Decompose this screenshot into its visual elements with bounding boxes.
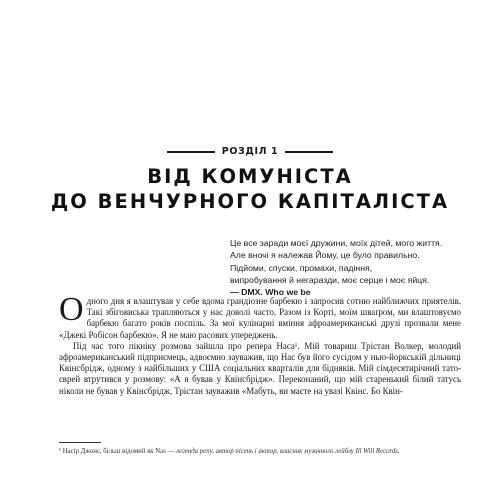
body-paragraph-2: Під час того пікніку розмова зайшла про репера Наса¹. Мій товариш Трістан Волкер, молодий афроамериканський підприємець, адвоємно зауважив, що Нас був його сусідом у нью-йоркській дільниці Квінсбрідж, одному з найбільших у США соціальних кварталів для бідняків. Мій сімдесятирічний тато-єврей втрутився у розмову: «А я бував у Квінсбрідж». Переконаний, що мій старенький білий татусь ніколи не бував у Квінсбрідж, Трістан зауважив «Мабуть, ви маєте на увазі Квінс. Бо Квін- (59, 340, 461, 396)
chapter-title (0, 164, 500, 214)
epigraph-attribution: — DMX. Who we be (230, 287, 311, 298)
footnote (59, 447, 461, 456)
chapter-title-line-2: ДО ВЕНЧУРНОГО КАПІТАЛІСТА (50, 190, 450, 213)
footnote-italic: легенда репу, автор пісень і актор, власник музичного лейблу Ill Will Records. (176, 448, 400, 455)
chapter-title-line-1: ВІД КОМУНІСТА (147, 165, 353, 188)
epigraph-line: Це все заради моєї дружини, моїх дітей, мого життя. (230, 238, 443, 248)
chapter-label-text: РОЗДІЛ 1 (221, 146, 279, 157)
chapter-label-rule-right (285, 151, 333, 153)
epigraph-line: Підйоми, спуски, промахи, падіння, (230, 262, 373, 273)
footnote-lead: ¹ Насір Джонс, більш відомий як Nas — (59, 448, 177, 455)
body-paragraph-1: Одного дня я влаштував у себе вдома грандіозне барбекю і запросив сотню найближчих приятелів. Такі збіговиська трапляються у нас доволі часто. Разом із Корті, моїм шваґром, ми влаштовуємо барбекю багато років поспіль. За мої кулінарні вміння афроамериканські друзі прозвали мене «Джекі Робісон барбекю». Я не маю расових упереджень. (59, 291, 461, 340)
epigraph-line: Але вночі я належав Йому, це було правильно. (230, 250, 420, 261)
chapter-label-rule-left (167, 151, 215, 153)
chapter-label (0, 146, 500, 157)
epigraph-line: випробування й негаразди, моє серце і моє яйця. (230, 274, 430, 285)
footnote-rule (59, 442, 101, 443)
epigraph (230, 237, 480, 298)
